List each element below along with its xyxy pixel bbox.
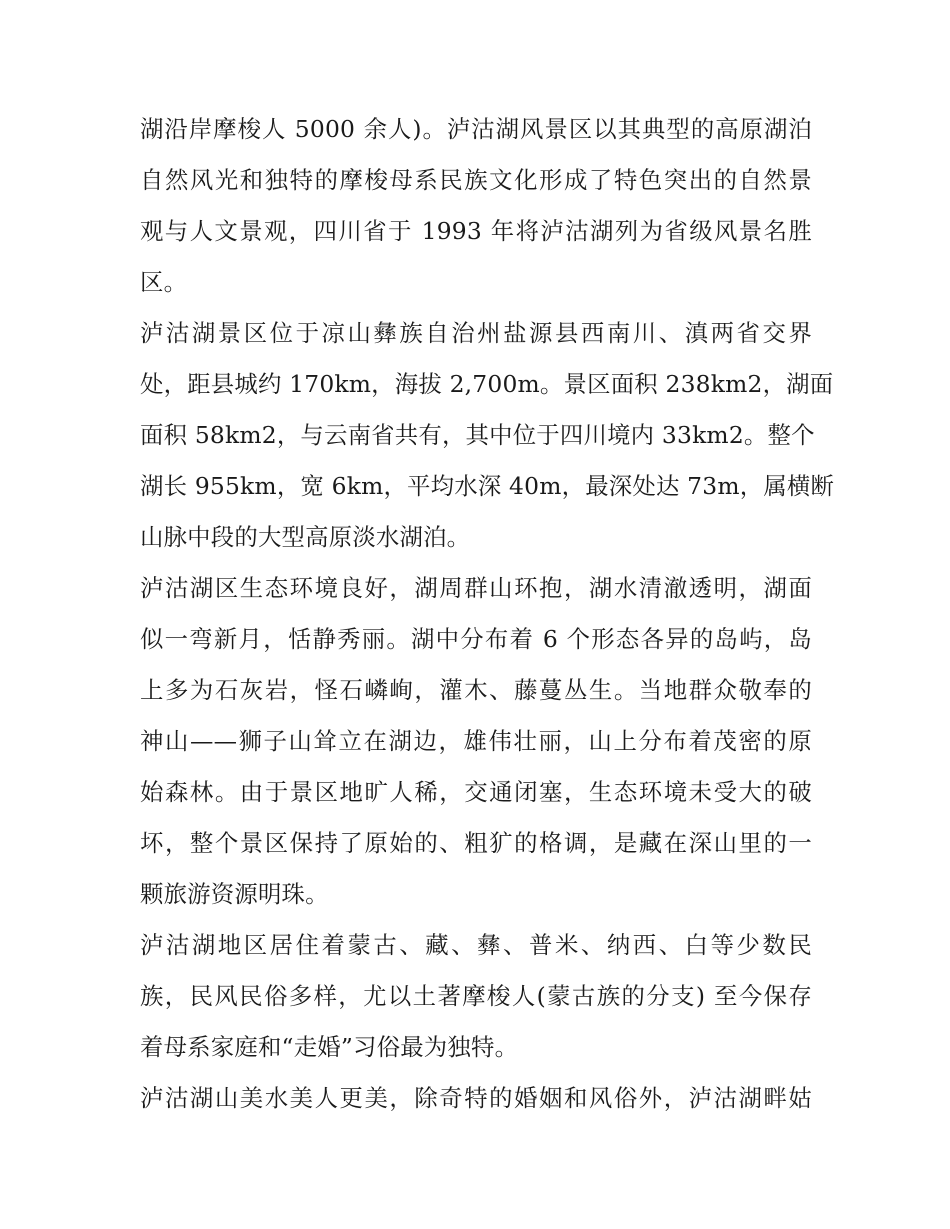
text-line: 着母系家庭和“走婚”习俗最为独特。 (140, 1033, 519, 1061)
document-body (140, 104, 835, 1124)
text-line: 族，民风民俗多样，尤以土著摩梭人(蒙古族的分支) 至今保存 (140, 982, 812, 1010)
text-line: 观与人文景观，四川省于 1993 年将泸沽湖列为省级风景名胜 (140, 217, 812, 245)
text-line: 湖长 955km，宽 6km，平均水深 40m，最深处达 73m，属横断 (140, 472, 835, 500)
text-line: 山脉中段的大型高原淡水湖泊。 (140, 523, 471, 551)
text-line: 泸沽湖地区居住着蒙古、藏、彝、普米、纳西、白等少数民 (140, 931, 812, 959)
paragraph-1 (140, 104, 812, 308)
text-line: 始森林。由于景区地旷人稀，交通闭塞，生态环境未受大的破 (140, 778, 812, 806)
paragraph-5 (140, 1073, 812, 1124)
text-line: 似一弯新月，恬静秀丽。湖中分布着 6 个形态各异的岛屿，岛 (140, 625, 812, 653)
text-line: 上多为石灰岩，怪石嶙峋，灌木、藤蔓丛生。当地群众敬奉的 (140, 676, 812, 704)
paragraph-4 (140, 920, 812, 1073)
paragraph-2 (140, 308, 835, 563)
paragraph-3 (140, 563, 812, 920)
text-line: 区。 (140, 268, 188, 296)
text-line: 泸沽湖山美水美人更美，除奇特的婚姻和风俗外，泸沽湖畔姑 (140, 1084, 812, 1112)
text-line: 自然风光和独特的摩梭母系民族文化形成了特色突出的自然景 (140, 166, 812, 194)
text-line: 泸沽湖区生态环境良好，湖周群山环抱，湖水清澈透明，湖面 (140, 574, 812, 602)
text-line: 处，距县城约 170km，海拔 2,700m。景区面积 238km2，湖面 (140, 370, 834, 398)
text-line: 坏，整个景区保持了原始的、粗犷的格调，是藏在深山里的一 (140, 829, 812, 857)
text-line: 泸沽湖景区位于凉山彝族自治州盐源县西南川、滇两省交界 (140, 319, 812, 347)
text-line: 面积 58km2，与云南省共有，其中位于四川境内 33km2。整个 (140, 421, 815, 449)
text-line: 颗旅游资源明珠。 (140, 880, 329, 908)
text-line: 神山——狮子山耸立在湖边，雄伟壮丽，山上分布着茂密的原 (140, 727, 812, 755)
text-line: 湖沿岸摩梭人 5000 余人)。泸沽湖风景区以其典型的高原湖泊 (140, 115, 812, 143)
